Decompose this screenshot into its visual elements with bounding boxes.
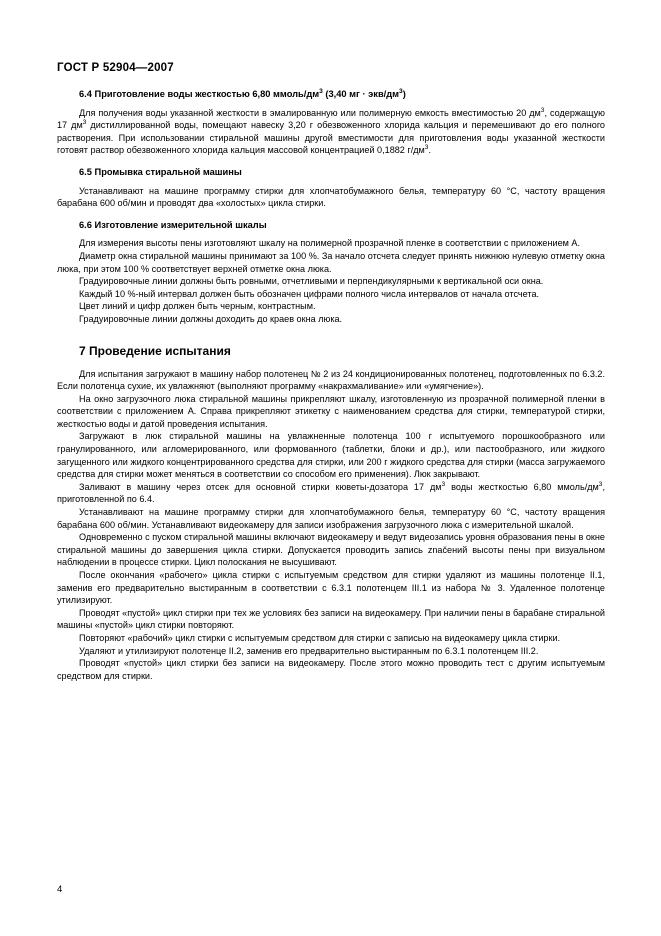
document-body: [57, 88, 605, 682]
heading-6-5: 6.5 Промывка стиральной машины: [79, 166, 242, 177]
para-7-3: Загружают в люк стиральной машины на увлажненные полотенца 100 г испытуемого порошкообразного или гранулированного, или агломерированного, или формованного (таблетки, блоки и др.), или пастообразного, или жидкого загущенного или жидкого концентрированного средства для стирки, или 200 г жидкого средства для стирки (масса загружаемого средства для стирки может меняться в соответствии со способом его применения). Люк закрывают.: [57, 431, 605, 480]
heading-7: 7 Проведение испытания: [79, 343, 231, 358]
para-6-5-1: Устанавливают на машине программу стирки для хлопчатобумажного белья, температуру 60 °C, частоту вращения барабана 600 об/мин и проводят два «холостых» цикла стирки.: [57, 185, 605, 209]
para-7-8: Проводят «пустой» цикл стирки при тех же условиях без записи на видеокамеру. При наличии пены в барабане стиральной машины «пустой» цикл стирки повторяют.: [57, 607, 605, 631]
heading-6-4: 6.4 Приготовление воды жесткостью 6,80 ммоль/$дм^3$ (3,40 мг · экв/$дм^3$): [79, 87, 406, 99]
para-6-6-5: Цвет линий и цифр должен быть черным, контрастным.: [79, 301, 316, 312]
heading-6-6: 6.6 Изготовление измерительной шкалы: [79, 219, 267, 230]
para-7-6: Одновременно с пуском стиральной машины включают видеокамеру и ведут видеозапись уровня образования пены в окне стиральной машины до завершения цикла стирки. Допускается проводить запись značений высоты пены при визуальном наблюдении в процессе стирки. Цикл полоскания не высушивают.: [57, 532, 605, 568]
para-7-10: Удаляют и утилизируют полотенце II.2, заменив его предварительно выстиранным по 6.3.1 полотенцем III.2.: [79, 645, 539, 656]
para-7-5: Устанавливают на машине программу стирки для хлопчатобумажного белья, температуру 60 °C, частоту вращения барабана 600 об/мин. Устанавливают видеокамеру для записи изображения загрузочного люка с измерительной шкалой.: [57, 507, 605, 530]
para-7-4: Заливают в машину через отсек для основной стирки кюветы-дозатора 17 $дм^3$ воды жесткостью 6,80 ммоль/$дм^3$, приготовленной по 6.4.: [57, 480, 605, 505]
para-6-6-2: Диаметр окна стиральной машины принимают за 100 %. За начало отсчета следует принять нижнюю нулевую отметку окна люка, при этом 100 % соответствует верхней отметке окна люка.: [57, 250, 605, 274]
para-7-2: На окно загрузочного люка стиральной машины прикрепляют шкалу, изготовленную из прозрачной полимерной пленки в соответствии с приложением А. Справа прикрепляют этикетку с наименованием средства для стирки, температурой стирки, жесткостью воды и датой проведения испытания.: [57, 393, 605, 429]
para-7-11: Проводят «пустой» цикл стирки без записи на видеокамеру. После этого можно проводить тест с другим испытуемым средством для стирки.: [57, 658, 605, 681]
para-6-4-1: Для получения воды указанной жесткости в эмалированную или полимерную емкость вместимостью 20 $дм^3$, содержащую 17 $дм^3$ дистиллированной воды, помещают навеску 3,20 г обезвоженного хлорида кальция и перемешивают до его полного растворения. При использовании стиральной машины другой вместимости для приготовления воды указанной жесткости готовят раствор обезвоженного хлорида кальция массовой концентрацией 0,1882 $г/дм^3$.: [57, 106, 605, 156]
para-6-6-6: Градуировочные линии должны доходить до краев окна люка.: [79, 313, 343, 324]
para-6-6-1: Для измерения высоты пены изготовляют шкалу на полимерной прозрачной пленке в соответствии с приложением А.: [79, 238, 581, 249]
page-number: 4: [57, 884, 63, 895]
para-6-6-4: Каждый 10 %-ный интервал должен быть обозначен цифрами полного числа интервалов от начала отсчета.: [79, 288, 540, 299]
para-7-9: Повторяют «рабочий» цикл стирки с испытуемым средством для стирки с записью на видеокамеру цикла стирки.: [79, 632, 561, 643]
para-7-1: Для испытания загружают в машину набор полотенец № 2 из 24 кондиционированных полотенец, подготовленных по 6.3.2. Если полотенца сухие, их увлажняют (выполняют программу «накрахмаливание» или «умягчение»).: [57, 368, 605, 392]
para-7-7: После окончания «рабочего» цикла стирки с испытуемым средством для стирки удаляют из машины полотенце II.1, заменив его предварительно выстиранным в соответствии с 6.3.1 полотенцем III.1 из набора № 3. Удаленное полотенце утилизируют.: [57, 570, 605, 606]
para-6-6-3: Градуировочные линии должны быть ровными, отчетливыми и перпендикулярными к вертикальной оси окна.: [79, 276, 544, 287]
page-header: ГОСТ Р 52904—2007: [57, 62, 174, 74]
